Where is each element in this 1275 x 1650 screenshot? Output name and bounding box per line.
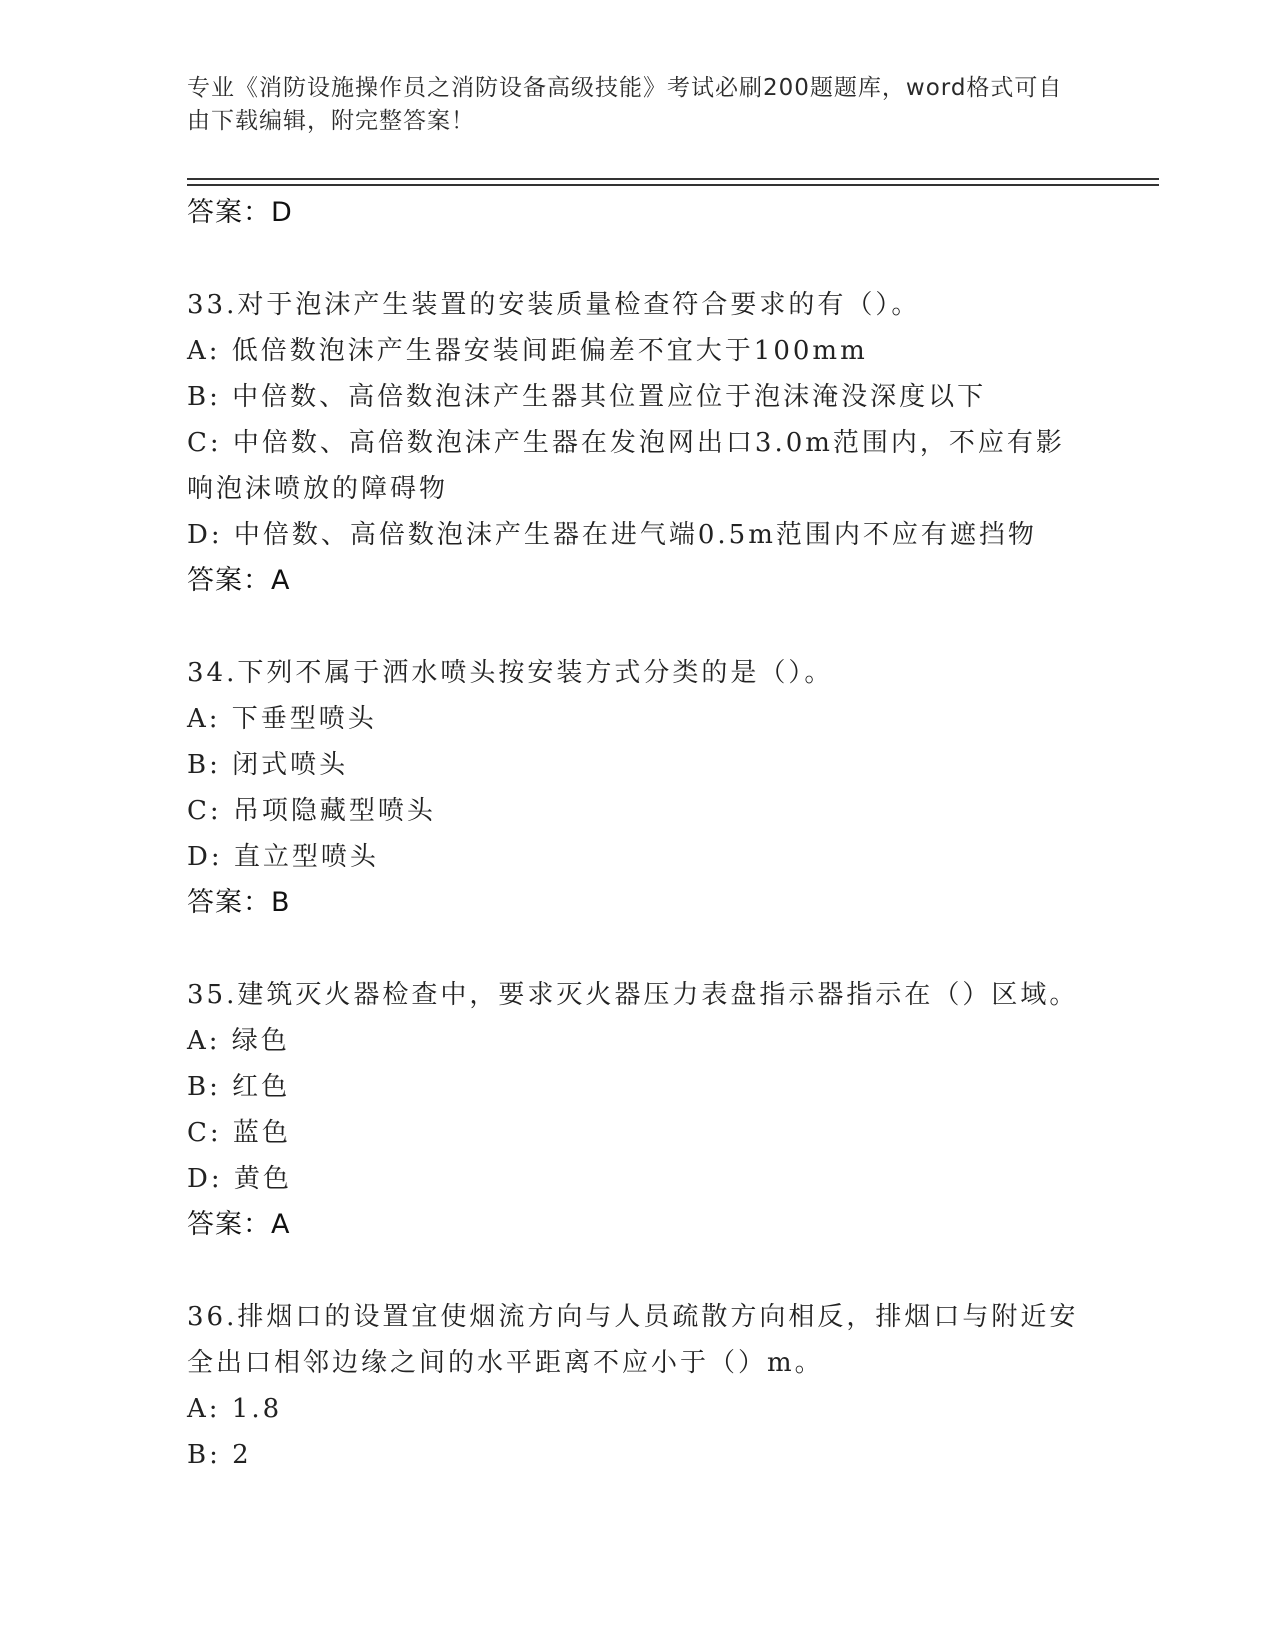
question-answer: 答案：B	[187, 887, 291, 918]
option-c: C: 吊项隐藏型喷头	[187, 796, 436, 826]
option-a: A: 绿色	[187, 1026, 290, 1056]
question-answer: 答案：A	[187, 1209, 291, 1240]
question-stem: 36.排烟口的设置宜使烟流方向与人员疏散方向相反，排烟口与附近安全出口相邻边缘之间的水平距离不应小于（）m。	[187, 1302, 1079, 1378]
previous-answer: 答案：D	[187, 197, 293, 228]
option-c: C: 蓝色	[187, 1118, 291, 1148]
question-answer: 答案：A	[187, 565, 291, 596]
question-36	[187, 1294, 1087, 1478]
question-stem: 35.建筑灭火器检查中，要求灭火器压力表盘指示器指示在（）区域。	[187, 980, 1079, 1010]
header-divider-bottom	[187, 184, 1159, 186]
header-divider-top	[187, 178, 1159, 180]
page-header: 专业《消防设施操作员之消防设备高级技能》考试必刷200题题库，word格式可自由下载编辑，附完整答案！	[187, 75, 1063, 134]
option-b: B: 红色	[187, 1072, 291, 1102]
option-d: D: 中倍数、高倍数泡沫产生器在进气端0.5m范围内不应有遮挡物	[187, 520, 1037, 550]
option-b: B: 闭式喷头	[187, 750, 349, 780]
question-35	[187, 972, 1087, 1248]
question-33	[187, 282, 1087, 604]
option-a: A: 1.8	[187, 1394, 283, 1424]
option-c: C: 中倍数、高倍数泡沫产生器在发泡网出口3.0m范围内，不应有影响泡沫喷放的障碍物	[187, 428, 1065, 504]
question-content	[187, 190, 1087, 1478]
option-a: A: 下垂型喷头	[187, 704, 377, 734]
option-a: A: 低倍数泡沫产生器安装间距偏差不宜大于100mm	[187, 336, 868, 366]
question-34	[187, 650, 1087, 926]
option-b: B: 中倍数、高倍数泡沫产生器其位置应位于泡沫淹没深度以下	[187, 382, 987, 412]
question-stem: 34.下列不属于洒水喷头按安装方式分类的是（）。	[187, 658, 834, 688]
question-stem: 33.对于泡沫产生装置的安装质量检查符合要求的有（）。	[187, 290, 921, 320]
option-d: D: 黄色	[187, 1164, 292, 1194]
option-d: D: 直立型喷头	[187, 842, 379, 872]
option-b: B: 2	[187, 1440, 252, 1470]
